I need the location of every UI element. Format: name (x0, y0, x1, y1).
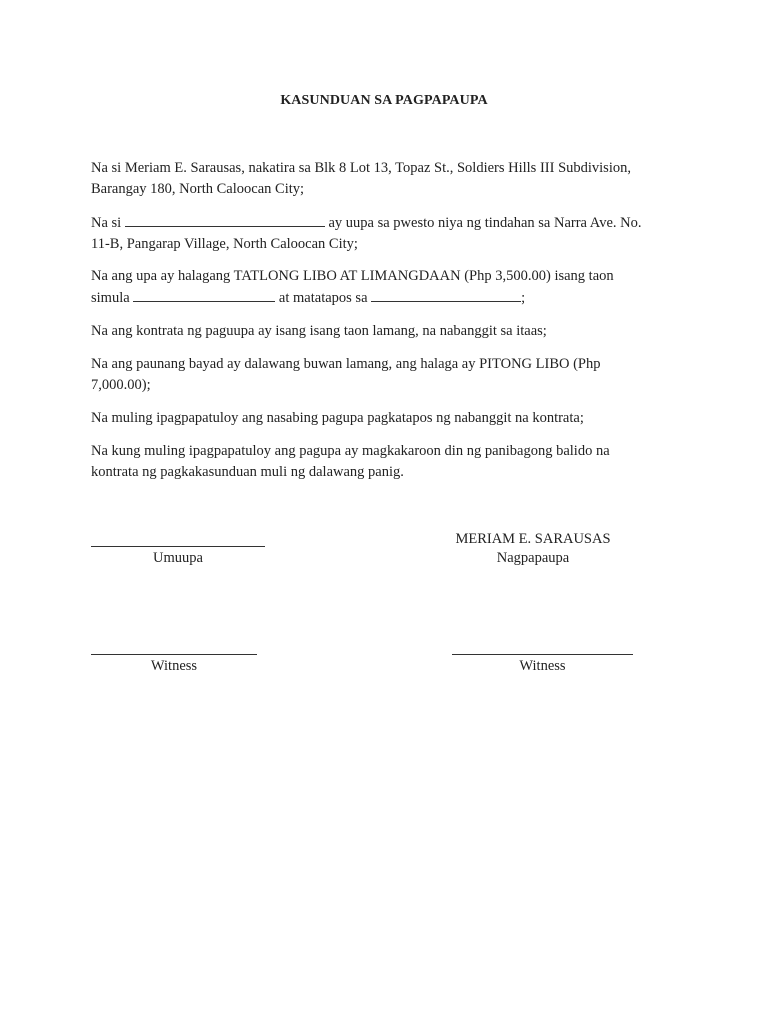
paragraph-text: at matatapos sa (278, 290, 368, 306)
witness-right-line (452, 653, 633, 655)
paragraph-contract-term (91, 321, 681, 342)
paragraph-line: Na ang kontrata ng paguupa ay isang isang taon lamang, na nabanggit sa itaas; (91, 323, 547, 339)
paragraph-lessor-info (91, 158, 681, 200)
paragraph-advance-payment (91, 354, 681, 396)
paragraph-line: kontrata ng pagkakasunduan muli ng dalawang panig. (91, 464, 404, 480)
paragraph-line: Na muling ipagpapatuloy ang nasabing pagupa pagkatapos ng nabanggit na kontrata; (91, 410, 584, 426)
start-date-blank (133, 287, 275, 302)
lessee-label: Umuupa (153, 550, 203, 566)
paragraph-line: 7,000.00); (91, 377, 151, 393)
paragraph-continuation (91, 408, 681, 429)
lessee-name-blank (125, 212, 325, 227)
lessee-signature-block (91, 531, 265, 568)
lessor-label: Nagpapaupa (496, 550, 570, 566)
paragraph-line: 11-B, Pangarap Village, North Caloocan City; (91, 236, 358, 252)
witness-right-block (452, 638, 633, 676)
lessee-signature-line (91, 545, 265, 547)
paragraph-text: Na si (91, 215, 122, 231)
paragraph-line: Na si Meriam E. Sarausas, nakatira sa Blk 8 Lot 13, Topaz St., Soldiers Hills III Subdivision, (91, 160, 631, 176)
witness-left-block (91, 638, 257, 676)
paragraph-line: Na ang paunang bayad ay dalawang buwan lamang, ang halaga ay PITONG LIBO (Php (91, 356, 601, 372)
witness-left-line (91, 653, 257, 655)
paragraph-lessee-info (91, 212, 681, 255)
paragraph-line: Barangay 180, North Caloocan City; (91, 181, 305, 197)
lessor-signature-block (438, 530, 628, 568)
end-date-blank (371, 287, 521, 302)
paragraph-text: ay uupa sa pwesto niya ng tindahan sa Narra Ave. No. (328, 215, 642, 231)
paragraph-renewal (91, 441, 681, 483)
paragraph-rent-amount (91, 266, 681, 309)
lessor-name: MERIAM E. SARAUSAS (455, 531, 611, 547)
witness-left-label: Witness (150, 658, 198, 674)
paragraph-text: ; (521, 290, 526, 306)
witness-right-label: Witness (519, 658, 566, 674)
document-title: KASUNDUAN SA PAGPAPAUPA (280, 93, 488, 108)
paragraph-text: simula (91, 290, 130, 306)
paragraph-line: Na ang upa ay halagang TATLONG LIBO AT LIMANGDAAN (Php 3,500.00) isang taon (91, 268, 614, 284)
paragraph-line: Na kung muling ipagpapatuloy ang pagupa ay magkakaroon din ng panibagong balido na (91, 443, 610, 459)
